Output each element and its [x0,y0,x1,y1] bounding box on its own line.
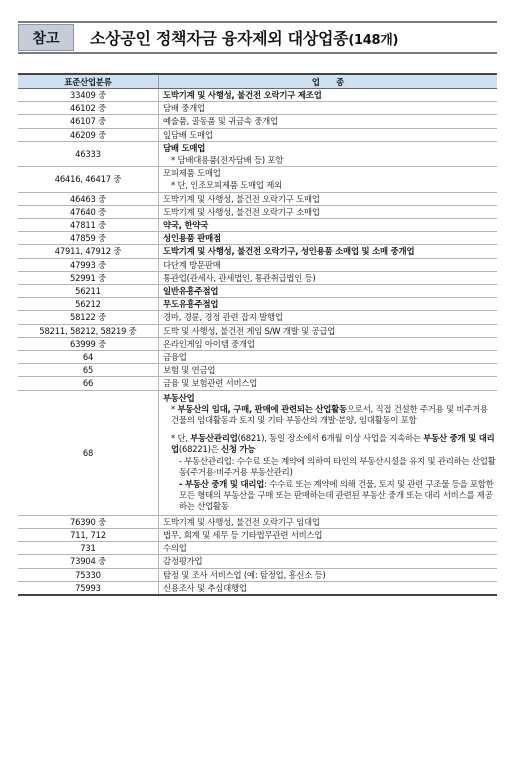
row-code: 33409 중 [18,89,159,102]
row-industry [159,351,498,364]
row-industry [159,581,498,595]
row-industry-text: 약국, 한약국 [163,220,209,231]
table-body-top [18,89,497,391]
table-row [18,324,497,337]
row-industry-text: 도박기계 및 사행성, 불건전 오락기구, 성인용품 소매업 및 소매 중개업 [163,246,415,257]
table-row [18,167,497,192]
row-industry [159,515,498,528]
table-row [18,245,497,258]
row-industry-text: 경마, 경륜, 경정 관련 잡지 발행업 [163,312,283,323]
row-industry-text: 도박기계 및 사행성, 불건전 오락기구 소매업 [163,206,320,217]
table-row [18,377,497,390]
row-industry-text: 무도유흥주점업 [163,299,219,310]
row-industry-text: 도박기계 및 사행성, 불건전 오락기구 도매업 [163,193,320,204]
table-row [18,555,497,568]
row-code: 73904 중 [18,555,159,568]
table-row [18,271,497,284]
row-code: 731 [18,542,159,555]
row-industry-text: 통관업(관세사, 관세법인, 통관취급법인 등) [163,272,316,283]
table-body-bottom [18,515,497,595]
table-row [18,285,497,298]
row-code: 47811 중 [18,219,159,232]
row-industry-text: 다단계 방문판매 [163,259,221,270]
row-industry-text: 일반유흥주점업 [163,286,219,297]
row-industry [159,285,498,298]
row-industry-text: 담배 도매업 [163,142,206,153]
row-industry-text: 법무, 회계 및 세무 등 기타법무관련 서비스업 [163,529,323,540]
row-code: 56212 [18,298,159,311]
row-code: 46107 중 [18,115,159,128]
table-body-realestate [18,390,497,515]
row-code: 47911, 47912 중 [18,245,159,258]
header-code: 표준산업분류 [18,74,159,89]
row-code: 52991 중 [18,271,159,284]
row-code: 58211, 58212, 58219 중 [18,324,159,337]
table-row [18,128,497,141]
row-code: 46333 [18,141,159,166]
table-row [18,568,497,581]
row-code: 47993 중 [18,258,159,271]
table-row [18,232,497,245]
page-title [90,26,398,49]
row-industry [159,568,498,581]
row-code: 65 [18,364,159,377]
row-code: 76390 중 [18,515,159,528]
row-industry [159,232,498,245]
row-code: 64 [18,351,159,364]
table-row [18,192,497,205]
row-code: 75993 [18,581,159,595]
row-industry [159,377,498,390]
table-row-68 [18,390,497,515]
table-row [18,141,497,166]
row-industry [159,542,498,555]
row-industry [159,271,498,284]
table-row [18,311,497,324]
table-row [18,364,497,377]
row-industry [159,205,498,218]
row-industry-text: 보험 및 연금업 [163,365,216,376]
row-industry-text: 도박기계 및 사행성, 불건전 오락기구 제조업 [163,90,322,100]
row-industry [159,115,498,128]
excluded-industries-table [18,73,497,596]
table-header-row [18,74,497,89]
row-industry-text: 도박 및 사행성, 불건전 게임 S/W 개발 및 공급업 [163,325,336,336]
row-code: 711, 712 [18,528,159,541]
title-tag: 참고 [18,24,74,51]
row-industry-text: 금융업 [163,352,187,363]
row-code: 75330 [18,568,159,581]
row-industry-note: * 담배대용품(전자담배 등) 포함 [171,155,284,166]
table-row [18,102,497,115]
row-industry [159,311,498,324]
row-industry-text: 신용조사 및 추심대행업 [163,582,247,593]
table-row [18,542,497,555]
table-row [18,581,497,595]
row-industry [159,245,498,258]
row-industry [159,298,498,311]
row-industry [159,555,498,568]
row-industry [159,192,498,205]
row-industry-text: 도박기계 및 사행성, 불건전 오락기구 임대업 [163,516,320,527]
row-industry-text: 예술품, 골동품 및 귀금속 중개업 [163,116,278,127]
row-industry-note: * 단, 인조모피제품 도매업 제외 [171,180,282,191]
row-industry-text: 모피제품 도매업 [163,168,221,179]
header-industry: 업 종 [159,74,498,89]
realestate-management-note: - 부동산관리업: 수수료 또는 계약에 의하여 타인의 부동산시설을 유지 및 관리하는 산업활동(주거용·비주거용 부동산관리) [179,455,496,478]
table-row [18,89,497,102]
row-code: 46463 중 [18,192,159,205]
row-industry [159,528,498,541]
table-row [18,515,497,528]
row-industry [159,324,498,337]
table-row [18,351,497,364]
table-row [18,258,497,271]
row-industry-text: 탐정 및 조사 서비스업 (예: 탐정업, 흥신소 등) [163,569,326,580]
realestate-brokerage-note: - 부동산 중개 및 대리업: 수수료 또는 계약에 의해 건물, 토지 및 관련 구조물 등을 포함한 모든 형태의 부동산을 구매 또는 판매하는데 관련된 부동산 중개 또는 대리 서비스를 제공하는 산업활동 [179,478,494,512]
row-industry-text: 담배 중개업 [163,103,205,114]
row-code: 46102 중 [18,102,159,115]
realestate-definition: * 부동산의 임대, 구매, 판매에 관련되는 산업활동으로서, 직접 건설한 주거용 및 비주거용 건물의 임대활동과 토지 및 기타 부동산의 개발·분양, 임대활동이 포함 [171,404,488,426]
realestate-exception: * 단, 부동산관리업(6821), 동일 장소에서 6개월 이상 사업을 지속하는 부동산 중개 및 대리업(68221)은 신청 가능 [171,432,495,455]
row-code: 68 [18,390,159,515]
row-industry [159,390,498,515]
table-row [18,219,497,232]
row-code: 46209 중 [18,128,159,141]
table-row [18,205,497,218]
page-title-count: (148개) [348,33,399,48]
row-code: 47859 중 [18,232,159,245]
table-row [18,115,497,128]
row-industry-text: 잎담배 도매업 [163,129,213,140]
row-industry-text: 성인용품 판매점 [163,233,221,244]
row-industry [159,128,498,141]
row-industry-text: 감정평가업 [163,556,203,567]
row-industry [159,89,498,102]
row-industry [159,167,498,192]
page-title-text: 소상공인 정책자금 융자제외 대상업종 [90,29,349,48]
row-industry [159,102,498,115]
realestate-title: 부동산업 [163,392,195,403]
table-row [18,298,497,311]
row-industry [159,364,498,377]
row-code: 56211 [18,285,159,298]
row-industry [159,141,498,166]
row-industry-text: 수의업 [163,543,187,554]
row-code: 58122 중 [18,311,159,324]
title-bar [18,21,497,54]
row-code: 66 [18,377,159,390]
row-industry [159,219,498,232]
table-row [18,528,497,541]
row-industry-text: 금융 및 보험관련 서비스업 [163,378,258,389]
row-code: 47640 중 [18,205,159,218]
row-industry [159,337,498,350]
row-industry-text: 온라인게임 아이템 중개업 [163,338,255,349]
row-industry [159,258,498,271]
row-code: 46416, 46417 중 [18,167,159,192]
table-row [18,337,497,350]
row-code: 63999 중 [18,337,159,350]
